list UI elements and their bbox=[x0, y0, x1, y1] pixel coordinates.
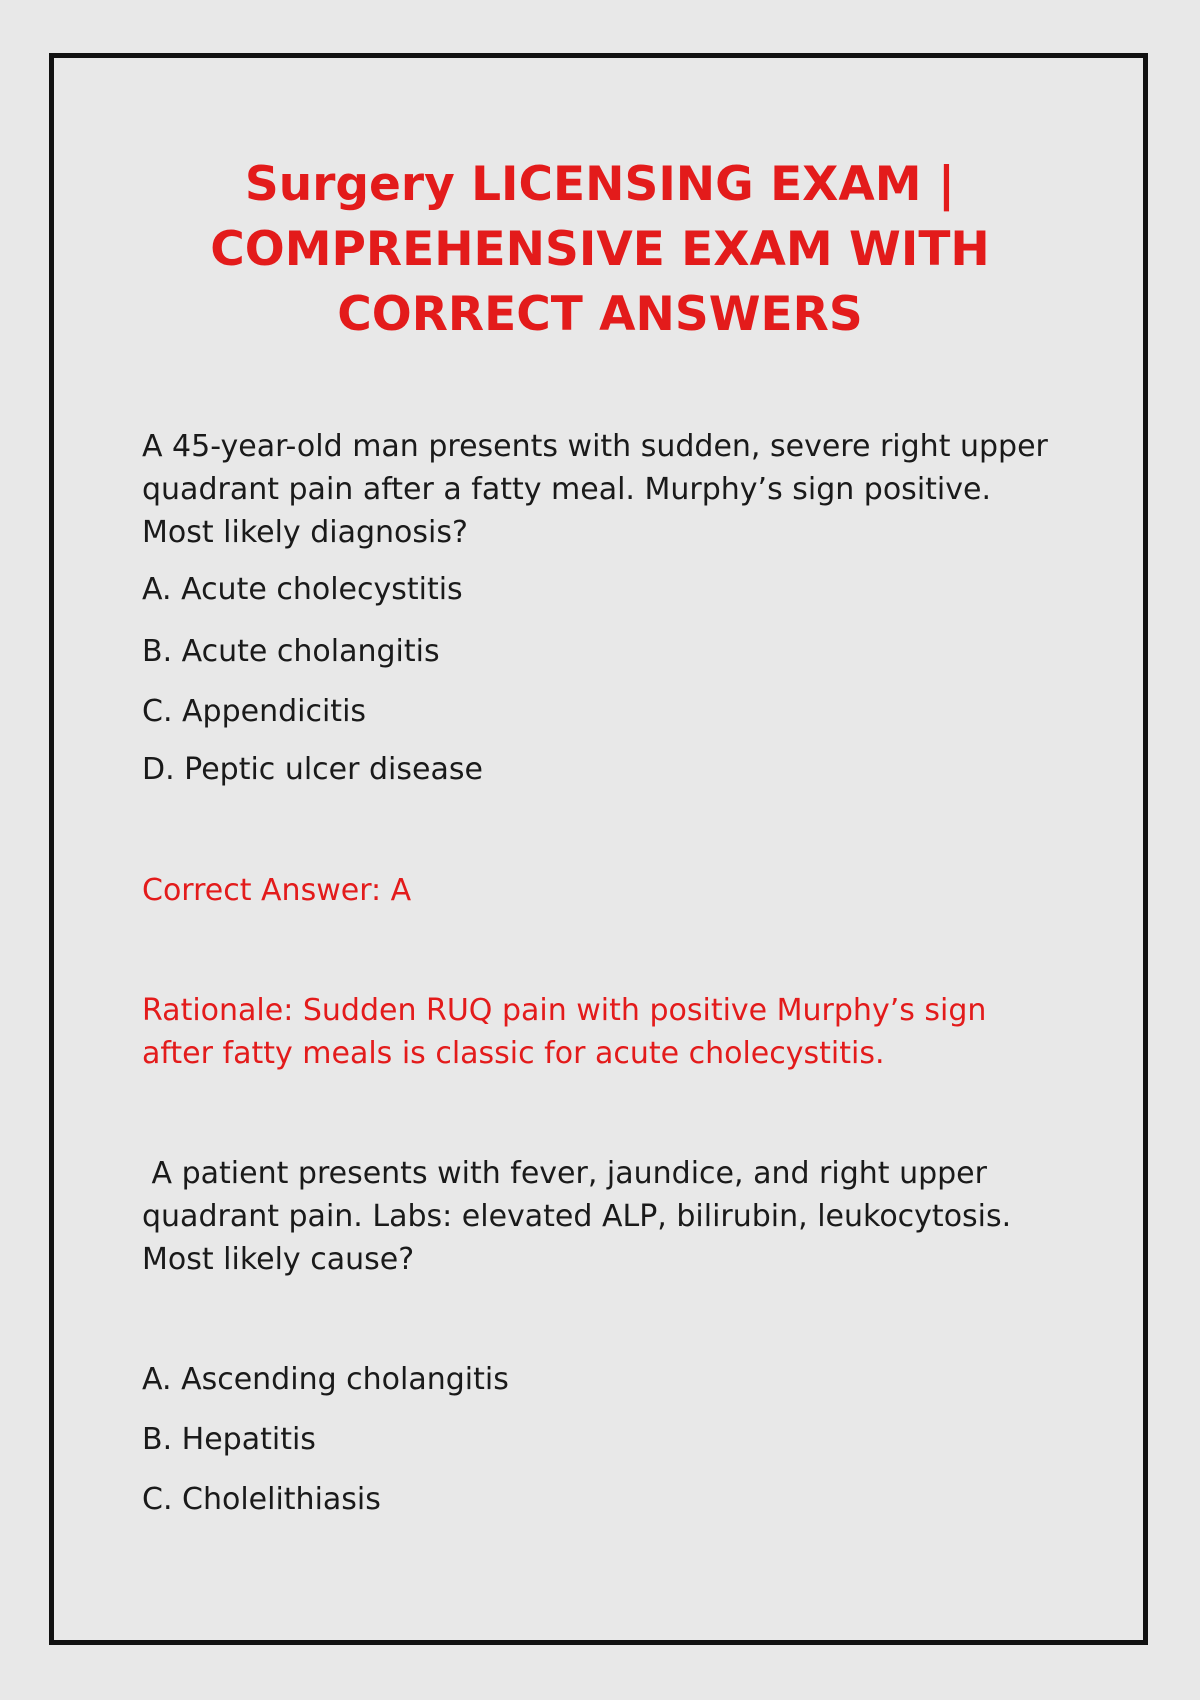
option-label: B. Acute cholangitis bbox=[142, 634, 440, 669]
question-2-option-c bbox=[142, 1478, 1092, 1521]
question-2-option-b bbox=[142, 1418, 1092, 1461]
question-1-correct-answer bbox=[142, 869, 1092, 912]
question-2-stem bbox=[142, 1152, 1092, 1281]
question-2-stem-line-1: A patient presents with fever, jaundice, and right upper bbox=[142, 1156, 987, 1191]
title-line-2: COMPREHENSIVE EXAM WITH bbox=[210, 222, 990, 277]
rationale-line-1: Rationale: Sudden RUQ pain with positive Murphy’s sign bbox=[142, 993, 987, 1028]
option-label: A. Acute cholecystitis bbox=[142, 572, 463, 607]
option-label: C. Cholelithiasis bbox=[142, 1482, 381, 1517]
question-1-option-a bbox=[142, 568, 1092, 611]
question-2-stem-line-2: quadrant pain. Labs: elevated ALP, bilirubin, leukocytosis. bbox=[142, 1199, 1012, 1234]
question-1-stem bbox=[142, 425, 1092, 554]
option-label: C. Appendicitis bbox=[142, 694, 367, 729]
question-1-option-d bbox=[142, 748, 1092, 791]
question-2-option-a bbox=[142, 1358, 1092, 1401]
question-1-option-c bbox=[142, 690, 1092, 733]
rationale-line-2: after fatty meals is classic for acute cholecystitis. bbox=[142, 1036, 885, 1071]
option-label: A. Ascending cholangitis bbox=[142, 1362, 509, 1397]
question-1-stem-line-2: quadrant pain after a fatty meal. Murphy’s sign positive. bbox=[142, 472, 991, 507]
question-1-rationale bbox=[142, 989, 1092, 1075]
question-2-stem-line-3: Most likely cause? bbox=[142, 1242, 415, 1277]
correct-answer-text: Correct Answer: A bbox=[142, 873, 412, 908]
question-1-stem-line-1: A 45-year-old man presents with sudden, severe right upper bbox=[142, 429, 1048, 464]
question-1-option-b bbox=[142, 630, 1092, 673]
document-title bbox=[0, 152, 1200, 347]
title-line-1: Surgery LICENSING EXAM | bbox=[244, 157, 956, 212]
question-1-stem-line-3: Most likely diagnosis? bbox=[142, 515, 468, 550]
option-label: D. Peptic ulcer disease bbox=[142, 752, 483, 787]
option-label: B. Hepatitis bbox=[142, 1422, 316, 1457]
title-line-3: CORRECT ANSWERS bbox=[337, 287, 863, 342]
